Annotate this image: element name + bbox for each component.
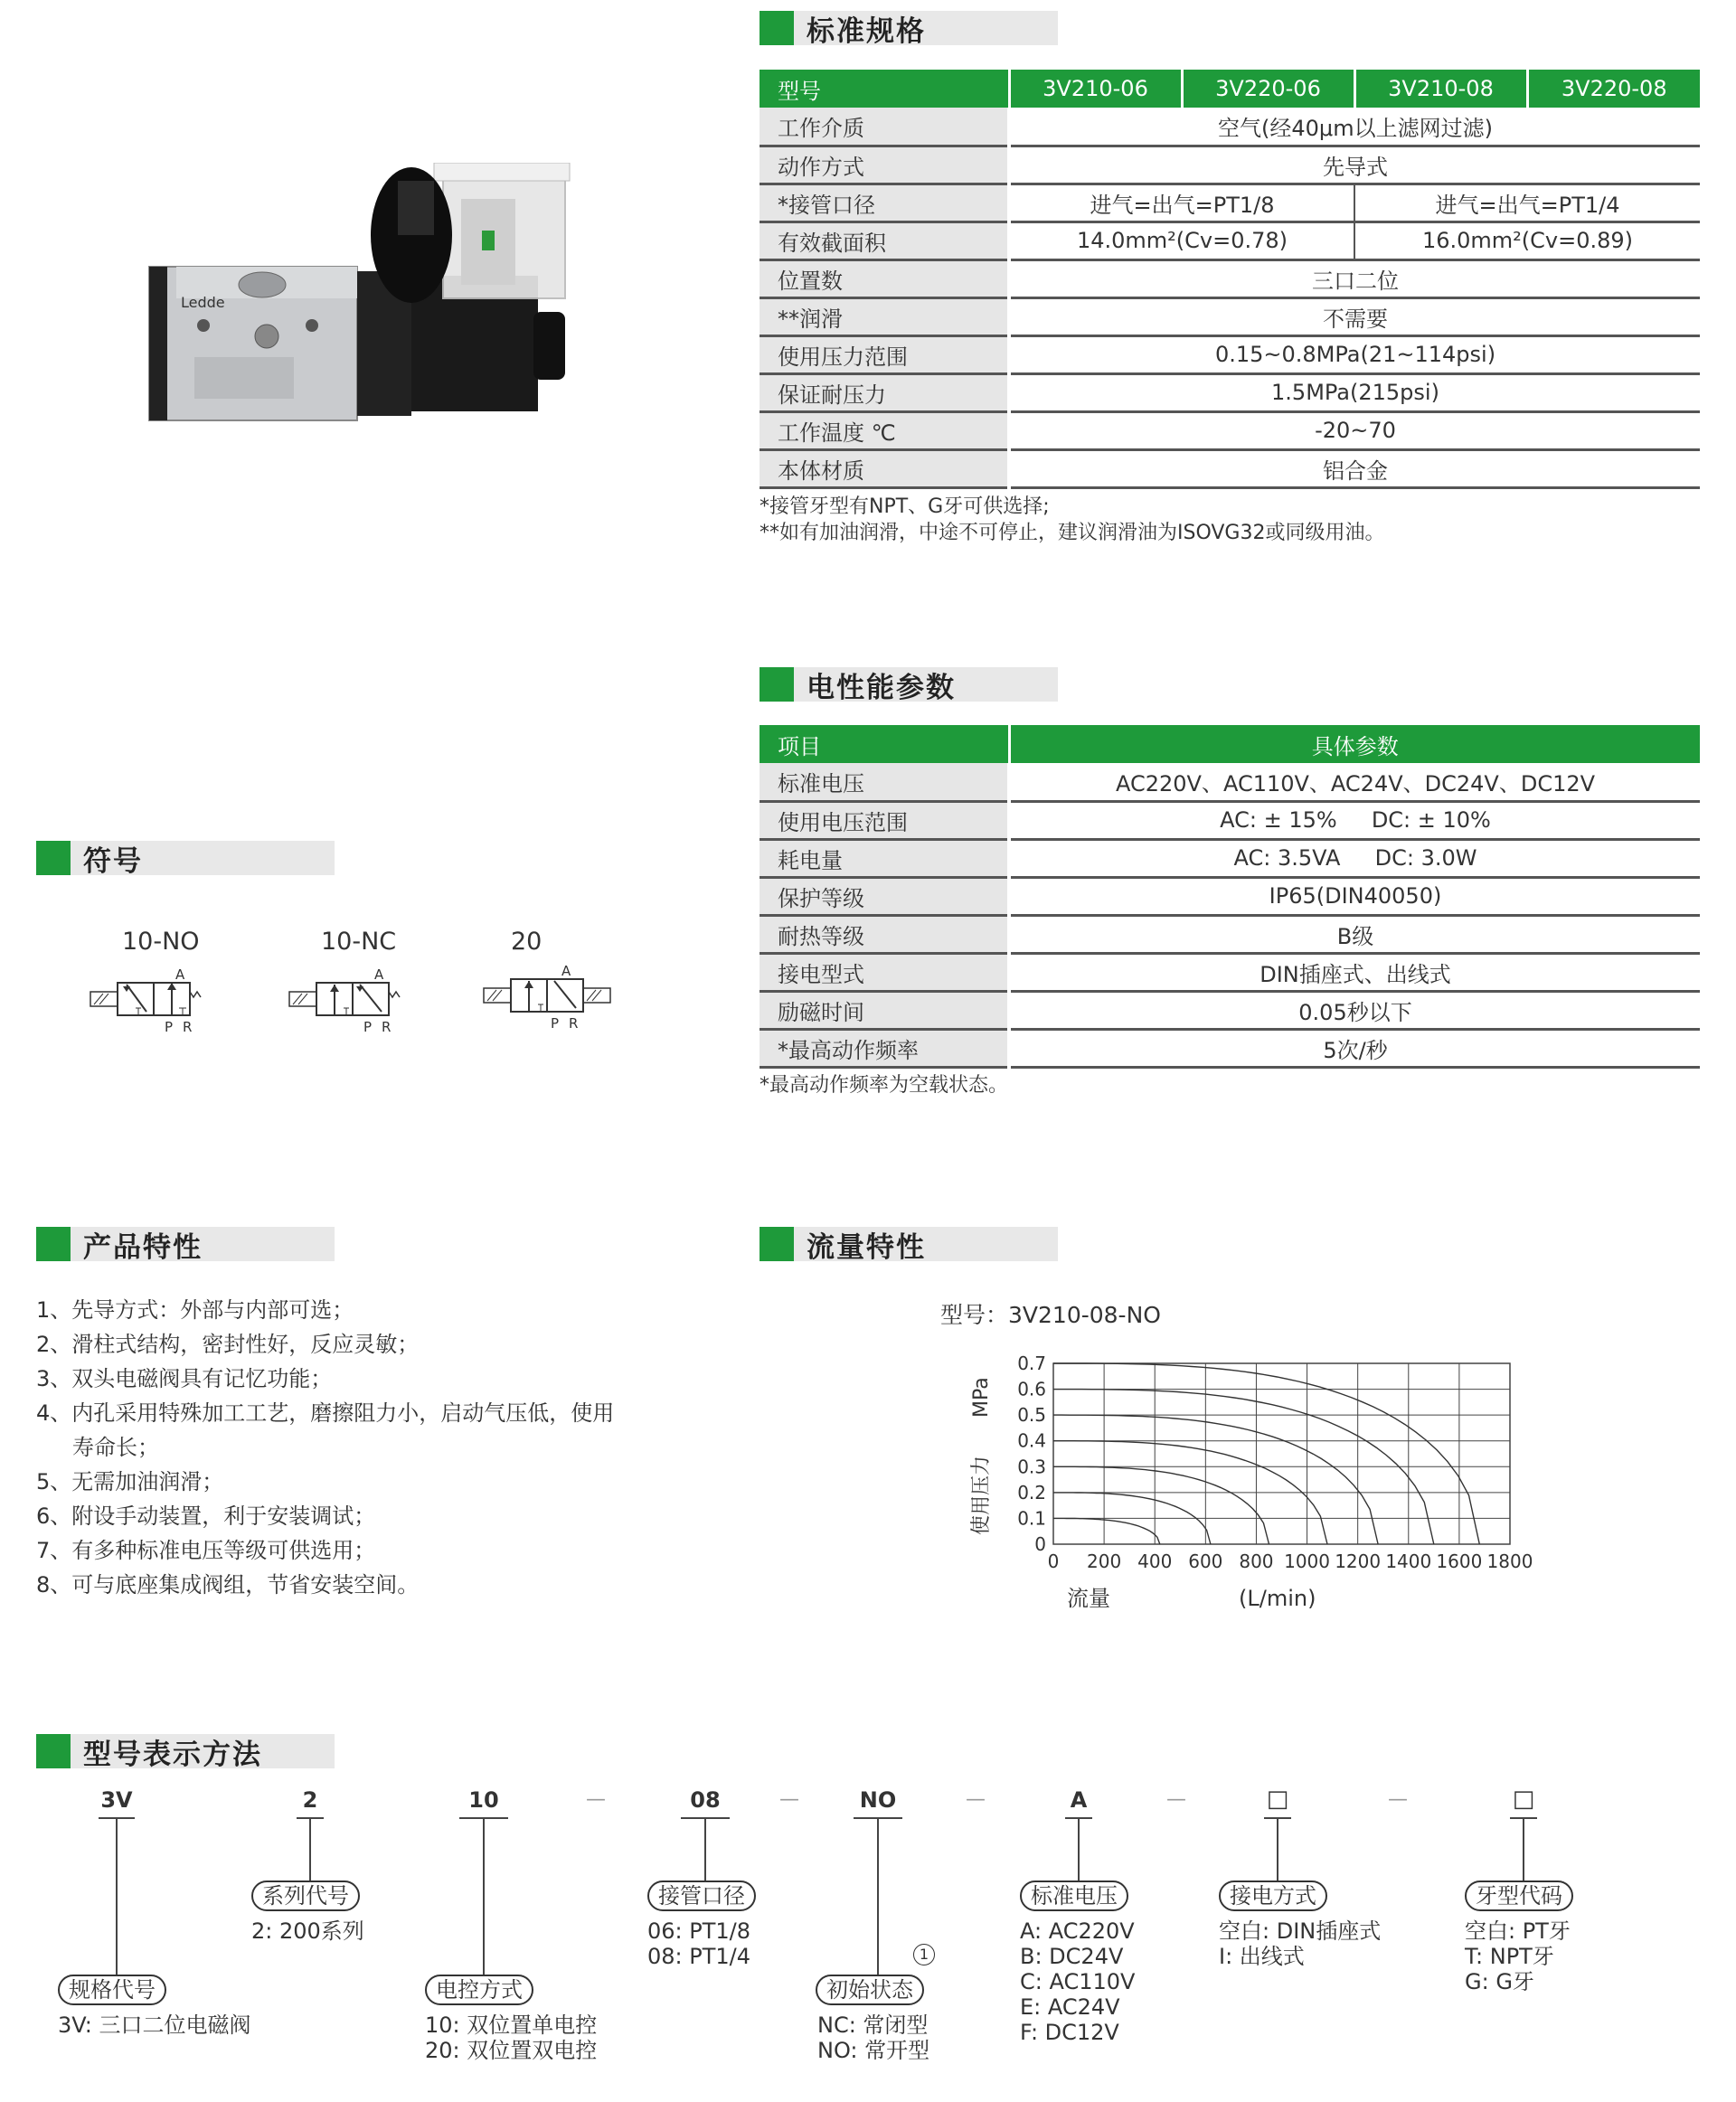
- electrical-table-header: [760, 725, 1700, 763]
- desc-line: 2: 200系列: [251, 1918, 364, 1944]
- row-label: 耗电量: [760, 839, 1009, 877]
- circled-number: [913, 1944, 935, 1965]
- row-label: 有效截面积: [760, 222, 1009, 259]
- y-tick-label: 0.7: [1017, 1353, 1046, 1374]
- pill-control-mode: 电控方式: [425, 1975, 533, 2005]
- product-photo: [136, 163, 642, 434]
- table-row: [760, 222, 1700, 259]
- desc-line: E: AC24V: [1020, 1994, 1120, 2020]
- desc-line: A: AC220V: [1020, 1918, 1135, 1944]
- table-header-cell: 3V220-08: [1527, 70, 1700, 108]
- symbol-label: 10-NC: [321, 928, 397, 956]
- section-title-symbol: [36, 841, 335, 878]
- desc-port-size: [647, 1918, 750, 1969]
- section-marker: [760, 667, 794, 702]
- x-tick-label: 1000: [1284, 1551, 1331, 1572]
- y-tick-label: 0: [1034, 1533, 1046, 1555]
- row-value: -20~70: [1009, 411, 1700, 449]
- flow-curve-1: [1053, 1518, 1160, 1544]
- connector-line: [704, 1817, 706, 1884]
- table-header-cell: 具体参数: [1009, 725, 1700, 763]
- desc-thread: [1465, 1918, 1571, 1994]
- x-tick-label: 400: [1137, 1551, 1173, 1572]
- list-item: 3、双头电磁阀具有记忆功能；: [36, 1366, 333, 1391]
- table-header-cell: 3V220-06: [1182, 70, 1354, 108]
- row-value: 进气=出气=PT1/4: [1354, 184, 1700, 222]
- list-item: 1、先导方式：外部与内部可选；: [36, 1297, 354, 1323]
- row-value: 0.15~0.8MPa(21~114psi): [1009, 335, 1700, 373]
- section-marker: [36, 841, 71, 875]
- port-p-label: P: [363, 1019, 373, 1035]
- separator-dash: —: [779, 1788, 799, 1811]
- code-connection: □: [1266, 1786, 1289, 1813]
- row-value: 16.0mm²(Cv=0.89): [1354, 222, 1700, 259]
- section-marker: [760, 11, 794, 45]
- table-row: [760, 991, 1700, 1029]
- row-label: 本体材质: [760, 449, 1009, 487]
- section-title-text: 流量特性: [807, 1230, 926, 1264]
- desc-line: NO: 常开型: [817, 2038, 930, 2063]
- row-value: 5次/秒: [1009, 1029, 1700, 1067]
- table-row: [760, 801, 1700, 839]
- y-tick-label: 0.2: [1017, 1481, 1046, 1503]
- desc-line: G: G牙: [1465, 1969, 1534, 1994]
- x-tick-label: 1600: [1436, 1551, 1483, 1572]
- section-title-text: 型号表示方法: [83, 1738, 262, 1771]
- desc-line: 空白: PT牙: [1465, 1918, 1571, 1944]
- port-r-label: R: [382, 1019, 392, 1035]
- row-label: **润滑: [760, 297, 1009, 335]
- table-row: [760, 108, 1700, 146]
- desc-line: 06: PT1/8: [647, 1918, 751, 1944]
- electrical-table: [760, 725, 1700, 1069]
- port-a-label: A: [561, 963, 571, 979]
- pill-series-code: 系列代号: [251, 1880, 360, 1911]
- desc-line: 20: 双位置双电控: [425, 2038, 598, 2063]
- desc-control-mode: [425, 2012, 597, 2063]
- y-axis-label: 使用压力: [970, 1455, 993, 1535]
- valve-symbols: [81, 927, 660, 1044]
- circled-number-text: 1: [919, 1946, 929, 1963]
- connector-line: [877, 1817, 879, 1978]
- table-row: [760, 449, 1700, 487]
- row-label: 保证耐压力: [760, 373, 1009, 411]
- connector-line: [309, 1817, 311, 1884]
- code-voltage: A: [1070, 1787, 1088, 1813]
- row-label: *最高动作频率: [760, 1029, 1009, 1067]
- row-label: 使用电压范围: [760, 801, 1009, 839]
- list-item: 6、附设手动装置，利于安装调试；: [36, 1503, 376, 1529]
- electrical-note: *最高动作频率为空载状态。: [760, 1074, 1009, 1097]
- desc-initial-state: [817, 2012, 929, 2063]
- row-label: 工作介质: [760, 108, 1009, 146]
- row-value: 14.0mm²(Cv=0.78): [1009, 222, 1354, 259]
- pill-spec-code: 规格代号: [58, 1975, 166, 2005]
- table-row: [760, 297, 1700, 335]
- row-value: 先导式: [1009, 146, 1700, 184]
- table-row: [760, 146, 1700, 184]
- desc-line: T: NPT牙: [1465, 1944, 1554, 1969]
- y-tick-label: 0.1: [1017, 1507, 1046, 1530]
- separator-dash: —: [966, 1788, 986, 1811]
- symbol-10-no: [90, 928, 201, 1035]
- row-value: 铝合金: [1009, 449, 1700, 487]
- code-series: 2: [302, 1787, 318, 1813]
- x-tick-label: 800: [1239, 1551, 1274, 1572]
- row-label: 保护等级: [760, 877, 1009, 915]
- desc-line: 空白: DIN插座式: [1219, 1918, 1382, 1944]
- row-label: 工作温度 ℃: [760, 411, 1009, 449]
- pill-initial-state: 初始状态: [816, 1975, 924, 2005]
- x-tick-label: 1400: [1385, 1551, 1432, 1572]
- section-title-text: 电性能参数: [807, 671, 956, 704]
- row-label: 位置数: [760, 259, 1009, 297]
- symbol-label: 20: [511, 928, 542, 956]
- table-row: [760, 763, 1700, 801]
- table-row: [760, 259, 1700, 297]
- y-axis-unit: MPa: [970, 1377, 993, 1418]
- port-p-label: P: [165, 1019, 174, 1035]
- section-marker: [760, 1227, 794, 1261]
- x-tick-label: 1200: [1335, 1551, 1382, 1572]
- feature-list: [36, 1293, 614, 1602]
- connector-line: [116, 1817, 118, 1978]
- desc-line: 08: PT1/4: [647, 1944, 751, 1969]
- pill-port-size: 接管口径: [647, 1880, 756, 1911]
- row-value: DIN插座式、出线式: [1009, 953, 1700, 991]
- spec-table-header: [760, 70, 1700, 108]
- section-title-model: [36, 1734, 335, 1771]
- symbol-20: [484, 928, 610, 1032]
- row-label: *接管口径: [760, 184, 1009, 222]
- spec-table: [760, 70, 1700, 489]
- code-initial: NO: [859, 1787, 897, 1813]
- flow-chart: [967, 1347, 1564, 1618]
- chart-title: 型号：3V210-08-NO: [940, 1302, 1161, 1328]
- row-value: AC: 3.5VA DC: 3.0W: [1009, 839, 1700, 877]
- port-r-label: R: [569, 1015, 579, 1032]
- table-row: [760, 839, 1700, 877]
- separator-dash: —: [1388, 1788, 1408, 1811]
- desc-connection: [1219, 1918, 1381, 1969]
- brand-logo: Ledde: [181, 294, 225, 311]
- row-value: 0.05秒以下: [1009, 991, 1700, 1029]
- section-marker: [36, 1734, 71, 1768]
- flow-curve-3: [1053, 1466, 1269, 1544]
- section-title-electrical: [760, 667, 1058, 702]
- table-row: [760, 411, 1700, 449]
- code-port: 08: [690, 1787, 721, 1813]
- row-value: AC220V、AC110V、AC24V、DC24V、DC12V: [1009, 763, 1700, 801]
- section-title-text: 产品特性: [83, 1230, 203, 1264]
- y-tick-label: 0.3: [1017, 1456, 1046, 1478]
- desc-line: 3V: 三口二位电磁阀: [58, 2012, 251, 2038]
- plot-frame: [1053, 1363, 1510, 1544]
- table-header-cell: 3V210-06: [1009, 70, 1182, 108]
- desc-series-code: [251, 1918, 364, 1944]
- separator-dash: —: [1166, 1788, 1186, 1811]
- row-value: 空气(经40μm以上滤网过滤): [1009, 108, 1700, 146]
- y-tick-label: 0.6: [1017, 1378, 1046, 1400]
- flow-curve-7: [1053, 1363, 1479, 1544]
- x-axis-unit: (L/min): [1239, 1586, 1316, 1611]
- table-header-cell: 项目: [760, 725, 1009, 763]
- x-tick-label: 200: [1087, 1551, 1122, 1572]
- desc-line: 10: 双位置单电控: [425, 2012, 598, 2038]
- list-item: 5、无需加油润滑；: [36, 1469, 224, 1494]
- desc-line: NC: 常闭型: [817, 2012, 929, 2038]
- connector-line: [1523, 1817, 1524, 1884]
- list-item: 寿命长；: [72, 1435, 159, 1460]
- row-label: 动作方式: [760, 146, 1009, 184]
- row-label: 标准电压: [760, 763, 1009, 801]
- row-value: IP65(DIN40050): [1009, 877, 1700, 915]
- pill-connection: 接电方式: [1219, 1880, 1327, 1911]
- section-title-text: 标准规格: [807, 14, 926, 48]
- port-a-label: A: [374, 966, 384, 983]
- x-tick-label: 600: [1188, 1551, 1223, 1572]
- desc-voltage: [1020, 1918, 1135, 2045]
- code-thread: □: [1512, 1786, 1535, 1813]
- row-value: 1.5MPa(215psi): [1009, 373, 1700, 411]
- section-title-spec: [760, 11, 1058, 48]
- connector-line: [483, 1817, 485, 1978]
- desc-spec-code: [58, 2012, 250, 2038]
- x-axis-label: 流量: [1067, 1586, 1110, 1611]
- table-row: [760, 184, 1700, 222]
- spec-note: **如有加油润滑，中途不可停止，建议润滑油为ISOVG32或同级用油。: [760, 522, 1385, 544]
- y-tick-label: 0.4: [1017, 1429, 1046, 1452]
- row-value: B级: [1009, 915, 1700, 953]
- row-value: 进气=出气=PT1/8: [1009, 184, 1354, 222]
- separator-dash: —: [586, 1788, 606, 1811]
- spec-note: *接管牙型有NPT、G牙可供选择;: [760, 495, 1050, 518]
- list-item: 4、内孔采用特殊加工工艺，磨擦阻力小，启动气压低，使用: [36, 1400, 615, 1426]
- table-header-cell: 3V210-08: [1354, 70, 1527, 108]
- row-label: 使用压力范围: [760, 335, 1009, 373]
- row-value: 三口二位: [1009, 259, 1700, 297]
- table-header-cell: 型号: [760, 70, 1009, 108]
- x-tick-label: 1800: [1486, 1551, 1533, 1572]
- code-3v: 3V: [100, 1787, 133, 1813]
- desc-line: I: 出线式: [1219, 1944, 1305, 1969]
- row-value: 不需要: [1009, 297, 1700, 335]
- pill-thread: 牙型代码: [1465, 1880, 1573, 1911]
- port-r-label: R: [183, 1019, 193, 1035]
- row-value: AC: ± 15% DC: ± 10%: [1009, 801, 1700, 839]
- list-item: 8、可与底座集成阀组，节省安装空间。: [36, 1572, 420, 1598]
- symbol-label: 10-NO: [122, 928, 200, 956]
- y-tick-label: 0.5: [1017, 1404, 1046, 1427]
- row-label: 耐热等级: [760, 915, 1009, 953]
- symbol-10-nc: [289, 928, 400, 1035]
- row-label: 励磁时间: [760, 991, 1009, 1029]
- port-a-label: A: [175, 966, 185, 983]
- list-item: 7、有多种标准电压等级可供选用；: [36, 1538, 376, 1563]
- table-row: [760, 373, 1700, 411]
- code-control: 10: [468, 1787, 499, 1813]
- table-row: [760, 1029, 1700, 1067]
- flow-curve-5: [1053, 1415, 1378, 1544]
- table-row: [760, 877, 1700, 915]
- table-row: [760, 335, 1700, 373]
- section-marker: [36, 1227, 71, 1261]
- section-title-flow: [760, 1227, 1058, 1264]
- spec-notes: [760, 494, 1384, 546]
- table-row: [760, 915, 1700, 953]
- port-p-label: P: [551, 1015, 560, 1032]
- section-title-features: [36, 1227, 335, 1264]
- table-row: [760, 953, 1700, 991]
- list-item: 2、滑柱式结构，密封性好，反应灵敏；: [36, 1332, 420, 1357]
- row-label: 接电型式: [760, 953, 1009, 991]
- desc-line: C: AC110V: [1020, 1969, 1136, 1994]
- x-tick-label: 0: [1047, 1551, 1060, 1572]
- desc-line: B: DC24V: [1020, 1944, 1124, 1969]
- desc-line: F: DC12V: [1020, 2020, 1119, 2045]
- pill-voltage: 标准电压: [1020, 1880, 1128, 1911]
- connector-line: [1277, 1817, 1278, 1884]
- section-title-text: 符号: [83, 844, 143, 878]
- connector-line: [1078, 1817, 1080, 1884]
